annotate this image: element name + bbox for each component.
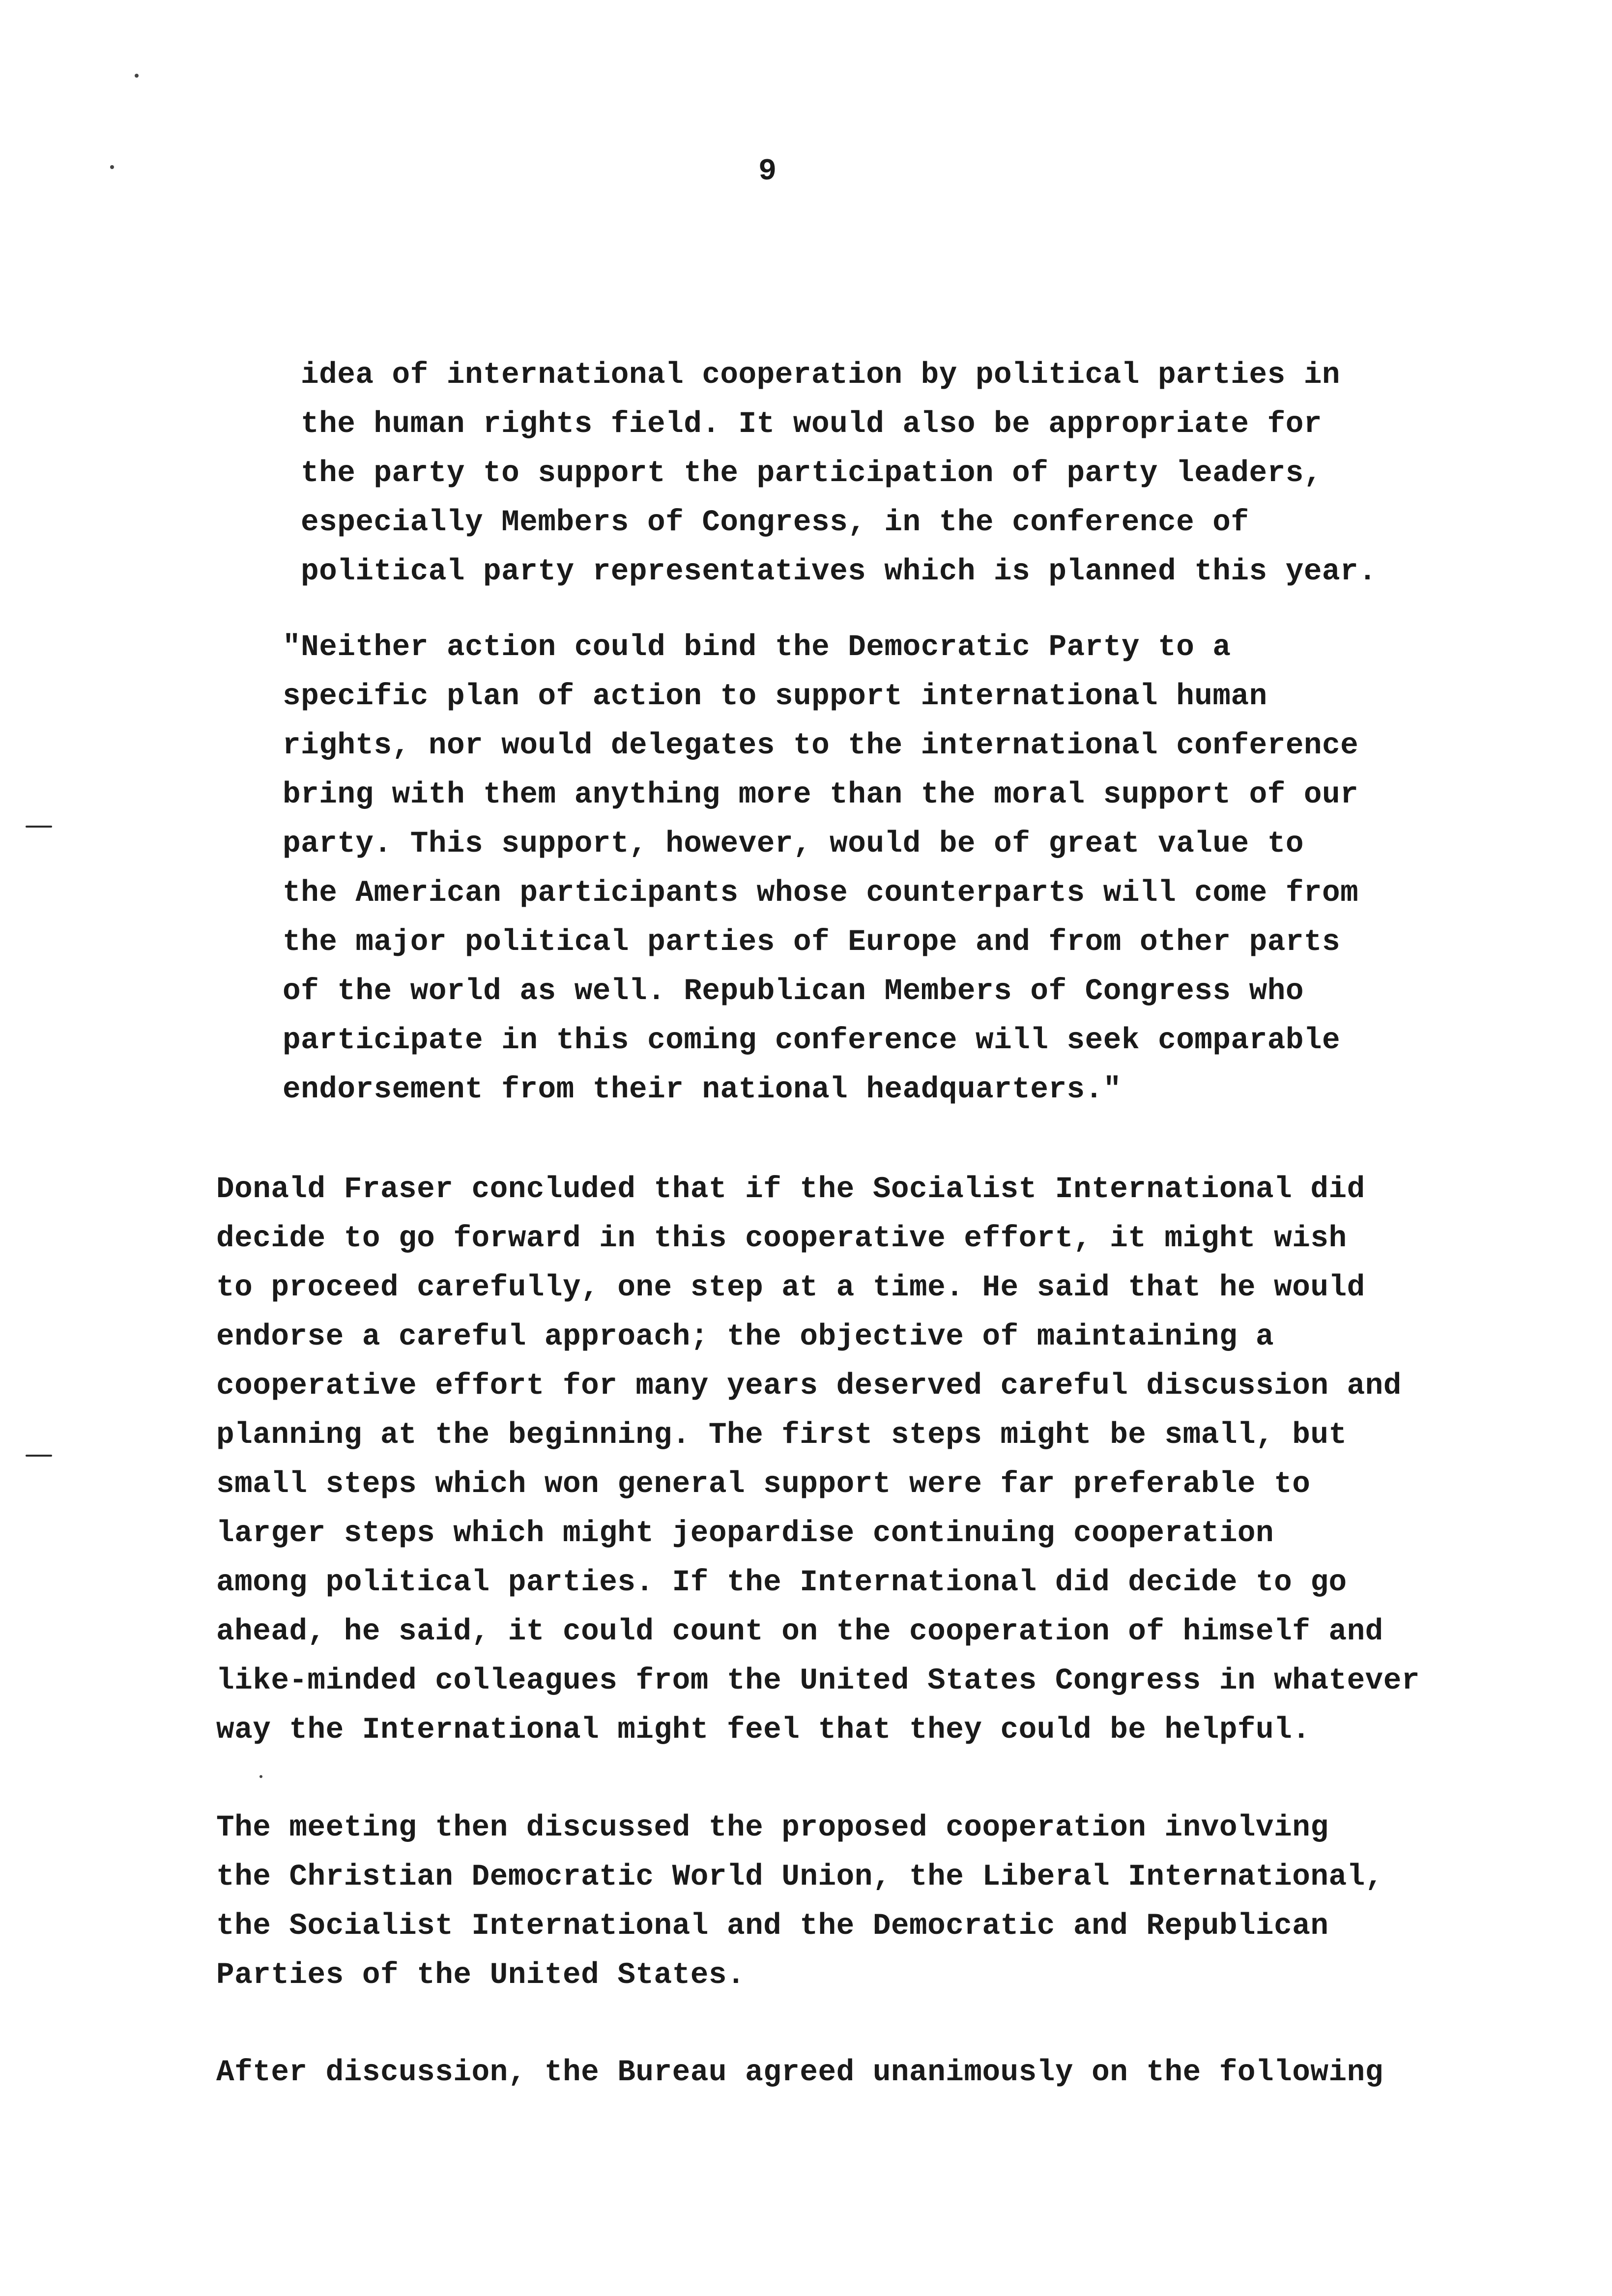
- paragraph-quote-neither-action: [283, 623, 1358, 1115]
- text-line: political party representatives which is planned this year.: [301, 555, 1377, 589]
- text-line: especially Members of Congress, in the conference of: [301, 506, 1249, 540]
- text-line: cooperative effort for many years deserved careful discussion and: [216, 1369, 1402, 1403]
- margin-mark: [26, 826, 52, 828]
- text-line: the major political parties of Europe and from other parts: [283, 925, 1341, 959]
- text-line: endorsement from their national headquarters.": [283, 1073, 1122, 1107]
- text-line: of the world as well. Republican Members of Congress who: [283, 975, 1304, 1008]
- text-line: idea of international cooperation by political parties in: [301, 358, 1341, 392]
- page-number: 9: [758, 154, 777, 189]
- text-line: endorse a careful approach; the objective of maintaining a: [216, 1320, 1274, 1354]
- text-line: participate in this coming conference will seek comparable: [283, 1024, 1341, 1058]
- text-line: Parties of the United States.: [216, 1958, 746, 1992]
- text-line: the American participants whose counterparts will come from: [283, 876, 1359, 910]
- scan-speck: [259, 1775, 262, 1778]
- paragraph-bureau-agreement: [216, 2048, 1383, 2097]
- text-line: larger steps which might jeopardise continuing cooperation: [216, 1517, 1274, 1550]
- paragraph-quote-continuation: [301, 351, 1377, 597]
- scan-speck: [110, 165, 114, 169]
- scan-speck: [135, 74, 139, 78]
- text-line: specific plan of action to support international human: [283, 680, 1267, 714]
- text-line: decide to go forward in this cooperative effort, it might wish: [216, 1222, 1347, 1256]
- text-line: the human rights field. It would also be appropriate for: [301, 407, 1322, 441]
- text-line: After discussion, the Bureau agreed unanimously on the following: [216, 2056, 1383, 2090]
- text-line: way the International might feel that they could be helpful.: [216, 1713, 1311, 1747]
- text-line: small steps which won general support were far preferable to: [216, 1467, 1311, 1501]
- paragraph-fraser-conclusion: [216, 1165, 1420, 1755]
- text-line: like-minded colleagues from the United States Congress in whatever: [216, 1664, 1420, 1698]
- text-line: party. This support, however, would be of great value to: [283, 827, 1304, 861]
- text-line: to proceed carefully, one step at a time. He said that he would: [216, 1271, 1365, 1305]
- text-line: the party to support the participation of party leaders,: [301, 457, 1322, 490]
- text-line: rights, nor would delegates to the international conference: [283, 729, 1359, 763]
- text-line: The meeting then discussed the proposed cooperation involving: [216, 1811, 1329, 1845]
- text-line: the Socialist International and the Democratic and Republican: [216, 1909, 1329, 1943]
- text-line: the Christian Democratic World Union, the Liberal International,: [216, 1860, 1383, 1894]
- text-line: ahead, he said, it could count on the cooperation of himself and: [216, 1615, 1383, 1649]
- text-line: planning at the beginning. The first steps might be small, but: [216, 1418, 1347, 1452]
- text-line: Donald Fraser concluded that if the Socialist International did: [216, 1173, 1365, 1206]
- margin-mark: [26, 1455, 52, 1457]
- text-line: bring with them anything more than the moral support of our: [283, 778, 1359, 812]
- text-line: among political parties. If the International did decide to go: [216, 1566, 1347, 1600]
- text-line: "Neither action could bind the Democratic Party to a: [283, 631, 1231, 664]
- paragraph-meeting-discussion: [216, 1804, 1383, 2000]
